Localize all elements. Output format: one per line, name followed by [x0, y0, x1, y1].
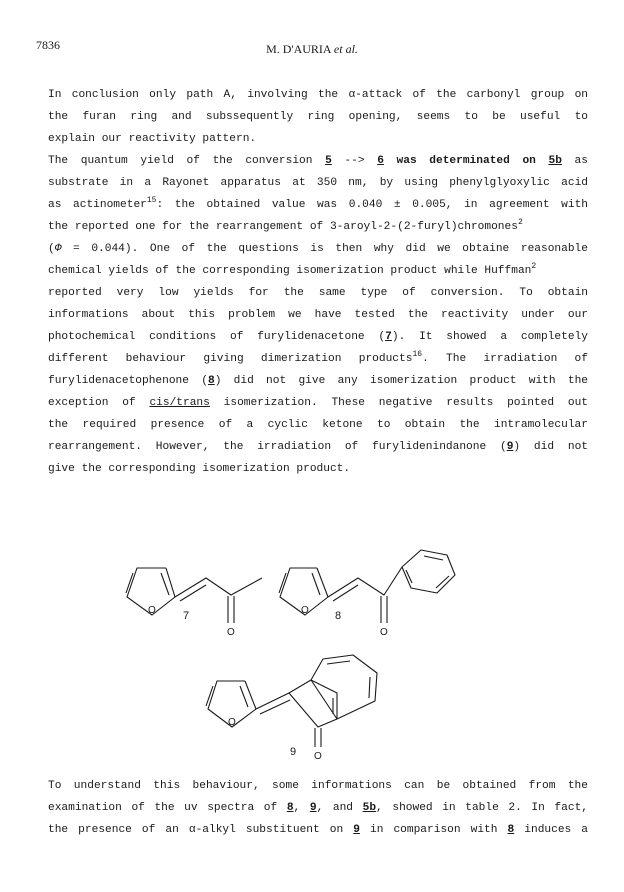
phenyl-double-bond: [406, 570, 412, 583]
ring-oxygen-7: O: [148, 605, 156, 616]
text-run: exception of: [48, 397, 150, 409]
compound-ref-5b: 5b: [548, 155, 562, 167]
alpha-symbol: α: [188, 824, 196, 836]
text-line: [48, 216, 588, 238]
text-line: [48, 238, 588, 260]
paragraph-quantum-yield: [48, 150, 588, 480]
compound-ref-9: 9: [309, 802, 317, 814]
compound-ref-9: 9: [506, 441, 514, 453]
text-line: give the corresponding isomerization product.: [48, 463, 351, 475]
citation-2: 2: [517, 218, 523, 227]
running-head: [0, 42, 624, 57]
paragraph-conclusion: [48, 84, 588, 150]
benzo-double-bond: [369, 677, 370, 698]
exocyclic-double-bond-9: [260, 700, 290, 714]
compound-9-structure: [206, 655, 377, 747]
reaction-arrow: -->: [331, 155, 378, 167]
text-line: explain our reactivity pattern.: [48, 133, 257, 145]
text-line: [48, 392, 588, 414]
text-line: the furan ring and subssequently ring opening, seems to be useful to: [48, 111, 588, 123]
text-run: The quantum yield of the conversion: [48, 155, 326, 167]
text-run: examination of the uv spectra of: [48, 802, 287, 814]
compound-label-9: 9: [290, 746, 297, 758]
text-line: [48, 436, 588, 458]
enone-chain-8: [328, 567, 402, 597]
text-run: ) did not: [513, 441, 588, 453]
text-line: [48, 194, 588, 216]
compound-ref-5b: 5b: [362, 802, 377, 814]
text-run: ) did not give any isomerization product with the: [214, 375, 589, 387]
text-run: In conclusion only path A, involving the: [48, 89, 349, 101]
text-line: reported very low yields for the same type of conversion. To obtain: [48, 287, 588, 299]
text-run: = 0.044). One of the questions is then why did we obtaine reasonable: [61, 243, 588, 255]
compound-ref-8: 8: [507, 824, 515, 836]
text-run: isomerization. These negative results pointed out: [209, 397, 588, 409]
enone-chain-7: [175, 578, 262, 597]
benzo-ring-9: [311, 655, 377, 719]
carbonyl-oxygen-7: O: [227, 627, 235, 638]
text-run: was determinated on: [383, 155, 549, 167]
text-run: as actinometer: [48, 199, 147, 211]
paragraph-uv-spectra: [48, 775, 588, 841]
text-run: furylidenacetophenone (: [48, 375, 208, 387]
chemical-structures-figure: [0, 515, 624, 765]
text-run: different behaviour giving dimerization products: [48, 353, 413, 365]
plus-minus-symbol: ±: [393, 199, 401, 211]
text-run: . The irradiation of: [422, 353, 588, 365]
text-line: [48, 150, 588, 172]
text-line: [48, 819, 588, 841]
text-run: , showed in table 2. In fact,: [376, 802, 588, 814]
text-run: (: [48, 243, 55, 255]
compound-ref-8: 8: [207, 375, 215, 387]
text-line: [48, 370, 588, 392]
text-line: To understand this behaviour, some informations can be obtained from the: [48, 780, 588, 792]
benzo-double-bond: [327, 661, 350, 664]
text-run: the presence of an: [48, 824, 189, 836]
text-line: [48, 326, 588, 348]
text-line: the required presence of a cyclic ketone to obtain the intramolecular: [48, 419, 588, 431]
text-run: photochemical conditions of furylidenacetone (: [48, 331, 386, 343]
structures-svg: [0, 515, 624, 765]
text-run: ,: [293, 802, 310, 814]
cis-trans-term: cis/trans: [149, 397, 210, 409]
phi-symbol: Φ: [54, 243, 62, 255]
carbonyl-oxygen-9: O: [314, 751, 322, 762]
running-head-et-al: et al.: [333, 42, 358, 56]
text-run: -attack of the carbonyl group on: [355, 89, 588, 101]
text-run: 0.005, in agreement with: [400, 199, 588, 211]
text-run: , and: [316, 802, 363, 814]
text-line: informations about this problem we have tested the reactivity under our: [48, 309, 588, 321]
text-run: as: [561, 155, 588, 167]
compound-ref-7: 7: [385, 331, 392, 343]
running-head-author: M. D'AURIA: [266, 42, 331, 56]
compound-label-7: 7: [183, 610, 190, 622]
text-run: -alkyl substituent on: [195, 824, 354, 836]
compound-ref-5: 5: [325, 155, 332, 167]
alpha-symbol: α: [348, 89, 356, 101]
exocyclic-bond-9: [256, 693, 289, 709]
compound-7-structure: [126, 568, 262, 623]
ring-oxygen-8: O: [301, 605, 309, 616]
compound-ref-8: 8: [286, 802, 294, 814]
chain-double-bond-7: [180, 585, 206, 601]
indanone-ring-9: [289, 680, 337, 727]
text-run: in comparison with: [359, 824, 508, 836]
phenyl-double-bond: [424, 556, 443, 560]
chain-double-bond-8: [333, 585, 358, 601]
text-run: rearrangement. However, the irradiation of furylidenindanone (: [48, 441, 507, 453]
compound-ref-6: 6: [377, 155, 384, 167]
text-line: [48, 797, 588, 819]
compound-ref-9: 9: [353, 824, 360, 836]
text-line: substrate in a Rayonet apparatus at 350 nm, by using phenylglyoxylic acid: [48, 177, 588, 189]
citation-2: 2: [531, 262, 537, 271]
text-run: chemical yields of the corresponding isomerization product while Huffman: [48, 265, 532, 277]
text-run: ). It showed a completely: [391, 331, 589, 343]
text-run: induces a: [514, 824, 589, 836]
ring-double-bond-9: [240, 686, 248, 707]
page-number: 7836: [36, 38, 60, 52]
ring-double-bond-7: [161, 573, 169, 595]
compound-label-8: 8: [335, 610, 342, 622]
text-line: [48, 348, 588, 370]
ring-double-bond-8: [312, 573, 320, 595]
text-run: the reported one for the rearrangement of 3-aroyl-2-(2-furyl)chromones: [48, 221, 518, 233]
text-line: [48, 260, 588, 282]
citation-15: 15: [146, 196, 157, 205]
citation-16: 16: [412, 350, 423, 359]
text-run: : the obtained value was 0.040: [156, 199, 394, 211]
phenyl-double-bond: [436, 576, 449, 588]
ring-oxygen-9: O: [228, 717, 236, 728]
carbonyl-oxygen-8: O: [380, 627, 388, 638]
text-line: [48, 84, 588, 106]
